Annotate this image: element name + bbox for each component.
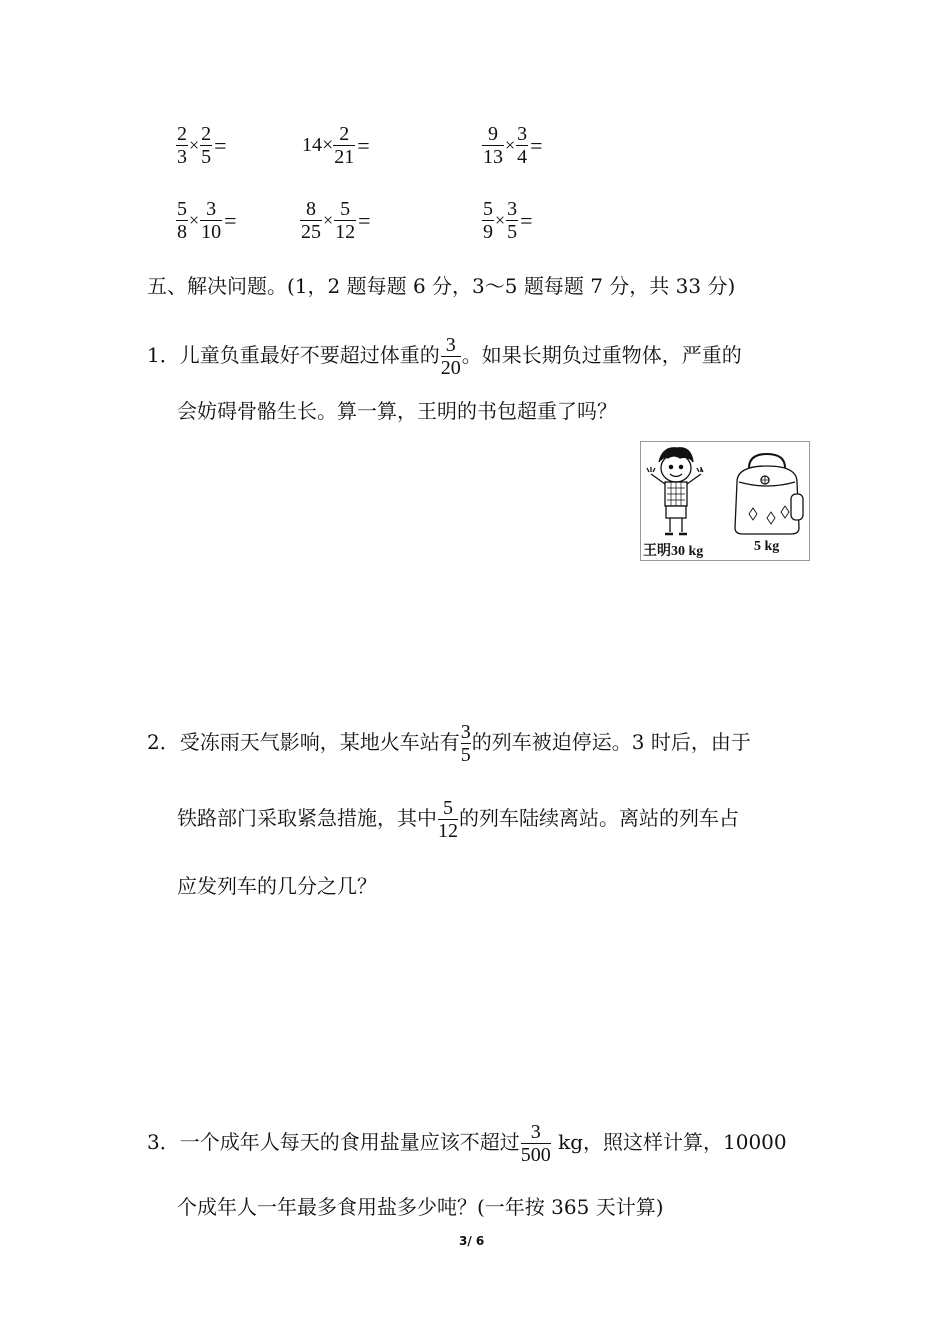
fraction: $\frac{3}{500}$ — [520, 1121, 551, 1166]
question-text: 的列车陆续离站。离站的列车占 — [459, 806, 739, 830]
page-number: 3/ 6 — [459, 1234, 485, 1248]
question-2-line-2 — [177, 798, 739, 841]
section-heading: 五、解决问题。(1，2 题每题 6 分，3～5 题每题 7 分，共 33 分) — [147, 274, 736, 298]
fraction: $\frac{3}{4}$ — [517, 123, 528, 168]
question-text: kg，照这样计算，10000 — [551, 1130, 787, 1154]
calc-2-2 — [300, 199, 371, 242]
fraction: $\frac{5}{8}$ — [177, 198, 187, 243]
bag-weight-caption: 5 kg — [754, 539, 780, 554]
question-number: 1． — [147, 343, 180, 367]
equals-sign: = — [224, 207, 237, 233]
calc-1-1 — [176, 124, 227, 167]
equals-sign: = — [214, 132, 227, 158]
equals-sign: = — [520, 207, 533, 233]
question-2-line-1 — [147, 722, 751, 765]
fraction: $\frac{5}{9}$ — [483, 198, 493, 243]
fraction: $\frac{5}{12}$ — [335, 198, 356, 243]
calc-1-2 — [302, 124, 370, 167]
fraction: $\frac{2}{3}$ — [177, 123, 187, 168]
multiply-sign: × — [323, 210, 334, 230]
multiply-sign: × — [189, 135, 200, 155]
question-1-line-1 — [147, 335, 742, 378]
calc-1-3 — [482, 124, 543, 167]
question-1-line-2: 会妨碍骨骼生长。算一算，王明的书包超重了吗？ — [177, 399, 617, 423]
equals-sign: = — [357, 132, 370, 158]
calc-2-1 — [176, 199, 237, 242]
question-text: 的列车被迫停运。3 时后，由于 — [471, 730, 751, 754]
fraction: $\frac{2}{5}$ — [201, 123, 212, 168]
multiply-sign: × — [495, 210, 506, 230]
fraction: $\frac{3}{5}$ — [460, 721, 471, 766]
question-number: 2． — [147, 730, 180, 754]
fraction: $\frac{8}{25}$ — [301, 198, 321, 243]
equals-sign: = — [358, 207, 371, 233]
question-text: 一个成年人每天的食用盐量应该不超过 — [179, 1130, 520, 1154]
fraction: $\frac{3}{20}$ — [440, 334, 461, 379]
multiply-sign: × — [505, 135, 516, 155]
question-text: 受冻雨天气影响，某地火车站有 — [179, 730, 460, 754]
equals-sign: = — [530, 132, 543, 158]
fraction: $\frac{5}{12}$ — [438, 797, 458, 842]
boy-weight-caption: 王明30 kg — [643, 544, 704, 559]
question-number: 3． — [147, 1130, 180, 1154]
whole-number-multiplier: 14× — [302, 134, 334, 156]
calc-2-3 — [482, 199, 533, 242]
boy-and-schoolbag-illustration — [640, 441, 810, 561]
question-3-line-1 — [147, 1122, 787, 1165]
fraction: $\frac{3}{10}$ — [201, 198, 222, 243]
fraction: $\frac{3}{5}$ — [507, 198, 518, 243]
multiply-sign: × — [189, 210, 200, 230]
question-text: 。如果长期负过重物体，严重的 — [461, 343, 742, 367]
fraction: $\frac{9}{13}$ — [483, 123, 503, 168]
question-2-line-3: 应发列车的几分之几？ — [177, 874, 377, 898]
question-text: 铁路部门采取紧急措施，其中 — [177, 806, 437, 830]
question-3-line-2: 个成年人一年最多食用盐多少吨？(一年按 365 天计算) — [177, 1195, 664, 1219]
fraction: $\frac{2}{21}$ — [334, 123, 355, 168]
question-text: 儿童负重最好不要超过体重的 — [179, 343, 440, 367]
